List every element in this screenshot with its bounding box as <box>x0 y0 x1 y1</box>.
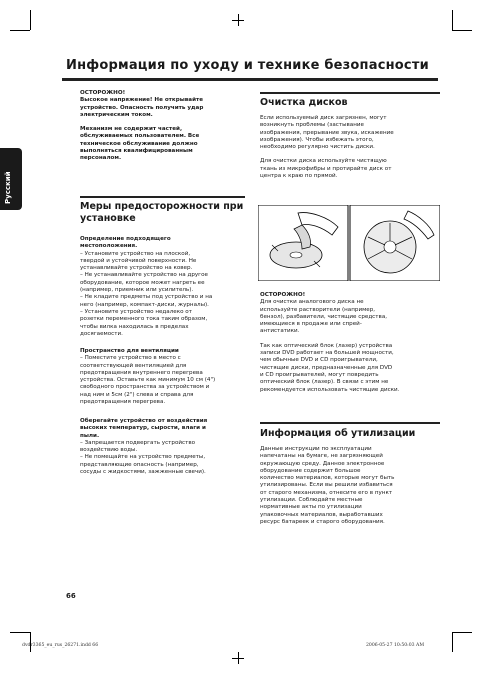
section-divider <box>80 196 245 198</box>
body-line: возникнуть проблемы (застывание <box>260 122 364 129</box>
body-line: записи DVD работает на большей мощности, <box>260 350 394 357</box>
body-line: количество материалов, которые могут быть <box>260 475 395 482</box>
print-slug-date: 2006-05-27 10:50:03 AM <box>366 643 425 648</box>
caution-line: выполняться квалифицированным <box>80 148 193 155</box>
body-line: оптический блок (лазер). В связи с этим не <box>260 379 389 386</box>
section-divider <box>260 92 440 94</box>
precautions-heading <box>80 201 245 225</box>
protection-heading: Оберегайте устройство от воздействия <box>80 418 208 424</box>
disc-cleaning-illustration <box>258 205 440 281</box>
body-line: ресурс батареек и старого оборудования. <box>260 518 385 525</box>
recycling-body <box>260 446 440 526</box>
caution-heading: ОСТОРОЖНО! <box>260 292 306 298</box>
caution-line: техническое обслуживание должно <box>80 140 198 147</box>
body-line: устройства. Оставьте как минимум 10 см (4") <box>80 377 216 384</box>
body-line: Так как оптический блок (лазер) устройства <box>260 342 393 349</box>
protection-section <box>80 418 245 476</box>
section-divider <box>260 422 440 424</box>
body-line: над ним и 5см (2") слева и справа для <box>80 391 194 398</box>
print-slug-file: dvdr3365_eu_rus_26271.indd 66 <box>22 643 99 648</box>
body-line: предотвращения перегрева. <box>80 399 166 406</box>
body-line: воздействию воды. <box>80 447 138 454</box>
protection-heading: высоких температур, сырости, влаги и <box>80 425 206 432</box>
placement-heading: местоположения. <box>80 243 138 250</box>
body-line: устанавливайте устройство на ковер. <box>80 265 193 272</box>
body-line: Для очистки диска используйте чистящую <box>260 158 387 165</box>
body-line: (например, приемник или усилитель). <box>80 287 194 294</box>
body-line: – Поместите устройство в место с <box>80 355 181 362</box>
crop-mark <box>452 10 453 30</box>
discs-intro <box>260 115 440 180</box>
protection-heading: пыли. <box>80 432 100 439</box>
caution-line: электрическим током. <box>80 111 153 118</box>
body-line: утилизированы. Если вы решили избавиться <box>260 482 393 489</box>
body-line: свободного пространства за устройством и <box>80 384 210 391</box>
body-line: – Не устанавливайте устройство на другое <box>80 272 208 279</box>
language-tab-label: Русский <box>4 171 12 204</box>
body-line: соответствующей вентиляцией для <box>80 362 187 369</box>
crop-mark <box>452 632 472 633</box>
body-line: от старого механизма, отнесите его в пункт <box>260 489 393 496</box>
body-line: Если используемый диск загрязнен, могут <box>260 115 387 121</box>
body-line: оборудование содержит большое <box>260 467 361 474</box>
precautions-heading-line: установке <box>80 213 136 224</box>
recycling-heading: Информация об утилизации <box>260 428 416 439</box>
body-line: предотвращения внутреннего перегрева <box>80 369 203 376</box>
page-title: Информация по уходу и технике безопасности <box>66 58 429 73</box>
placement-section <box>80 236 245 338</box>
caution-line: обслуживаемых пользователем. Все <box>80 133 200 140</box>
body-line: – Установите устройство на плоской, <box>80 250 191 257</box>
body-line: Данные инструкции по эксплуатации <box>260 446 372 452</box>
body-line: – Не кладите предметы под устройство и на <box>80 294 213 301</box>
body-line: оборудование, которое может нагреть ее <box>80 279 205 286</box>
body-line: используйте растворители (например, <box>260 306 376 313</box>
crop-mark <box>10 632 30 633</box>
body-line: изображения, прерывание звука, искажение <box>260 129 394 136</box>
body-line: изображения). Чтобы избежать этого, <box>260 136 374 143</box>
body-line: напечатаны на бумаге, не загрязняющей <box>260 453 383 460</box>
placement-heading: Определение подходящего <box>80 236 171 242</box>
body-line: утилизации. Соблюдайте местные <box>260 497 363 504</box>
body-line: упаковочных материалов, выработавших <box>260 511 383 518</box>
body-line: него (например, компакт-диски, журналы). <box>80 301 209 308</box>
body-line: имеющиеся в продаже или спрей- <box>260 321 362 328</box>
body-line: чистящие диски, предназначенные для DVD <box>260 364 393 371</box>
registration-mark <box>232 658 244 659</box>
page-number: 66 <box>66 592 76 600</box>
body-line: розетки переменного тока таким образом, <box>80 316 208 323</box>
body-line: твердой и устойчивой поверхности. Не <box>80 257 197 264</box>
title-divider <box>62 78 438 81</box>
body-line: сосуды с жидкостями, зажженные свечи). <box>80 469 206 476</box>
crop-mark <box>452 30 472 31</box>
body-line: ткань из микрофибры и протирайте диск от <box>260 165 392 172</box>
crop-mark <box>452 632 453 652</box>
caution-block <box>80 90 245 163</box>
body-line: рекомендуется использовать чистящие диски. <box>260 386 400 393</box>
caution-line: устройство. Опасность получить удар <box>80 104 204 111</box>
body-line: центра к краю по прямой. <box>260 173 338 180</box>
ventilation-section <box>80 348 245 406</box>
body-line: – Не помещайте на устройство предметы, <box>80 454 206 461</box>
language-tab <box>0 148 22 210</box>
crop-mark <box>30 10 31 30</box>
body-line: – Установите устройство недалеко от <box>80 308 192 315</box>
body-line: необходимо регулярно чистить диски. <box>260 144 375 151</box>
crop-mark <box>10 30 30 31</box>
body-line: антистатики. <box>260 328 300 335</box>
body-line: чем обычные DVD и CD проигрыватели, <box>260 357 378 364</box>
body-line: нормативные акты по утилизации <box>260 504 362 511</box>
body-line: и CD проигрывателей, могут повредить <box>260 371 379 378</box>
crop-mark <box>30 632 31 652</box>
caution-heading: ОСТОРОЖНО! <box>80 90 126 96</box>
discs-heading: Очистка дисков <box>260 97 348 108</box>
body-line: бензол), разбавители, чистящие средства, <box>260 313 388 320</box>
caution-line: персоналом. <box>80 155 122 162</box>
body-line: представляющие опасность (например, <box>80 461 199 468</box>
discs-caution <box>260 292 440 394</box>
precautions-heading-line: Меры предосторожности при <box>80 201 244 212</box>
caution-line: Высокое напряжение! Не открывайте <box>80 97 204 104</box>
registration-mark <box>232 20 244 21</box>
body-line: досягаемости. <box>80 330 123 337</box>
body-line: – Запрещается подвергать устройство <box>80 439 196 446</box>
body-line: Для очистки аналогового диска не <box>260 299 364 306</box>
body-line: чтобы вилка находилась в пределах <box>80 323 189 330</box>
body-line: окружающую среду. Данное электронное <box>260 460 385 467</box>
caution-line: Механизм не содержит частей, <box>80 126 183 133</box>
ventilation-heading: Пространство для вентиляции <box>80 348 179 354</box>
